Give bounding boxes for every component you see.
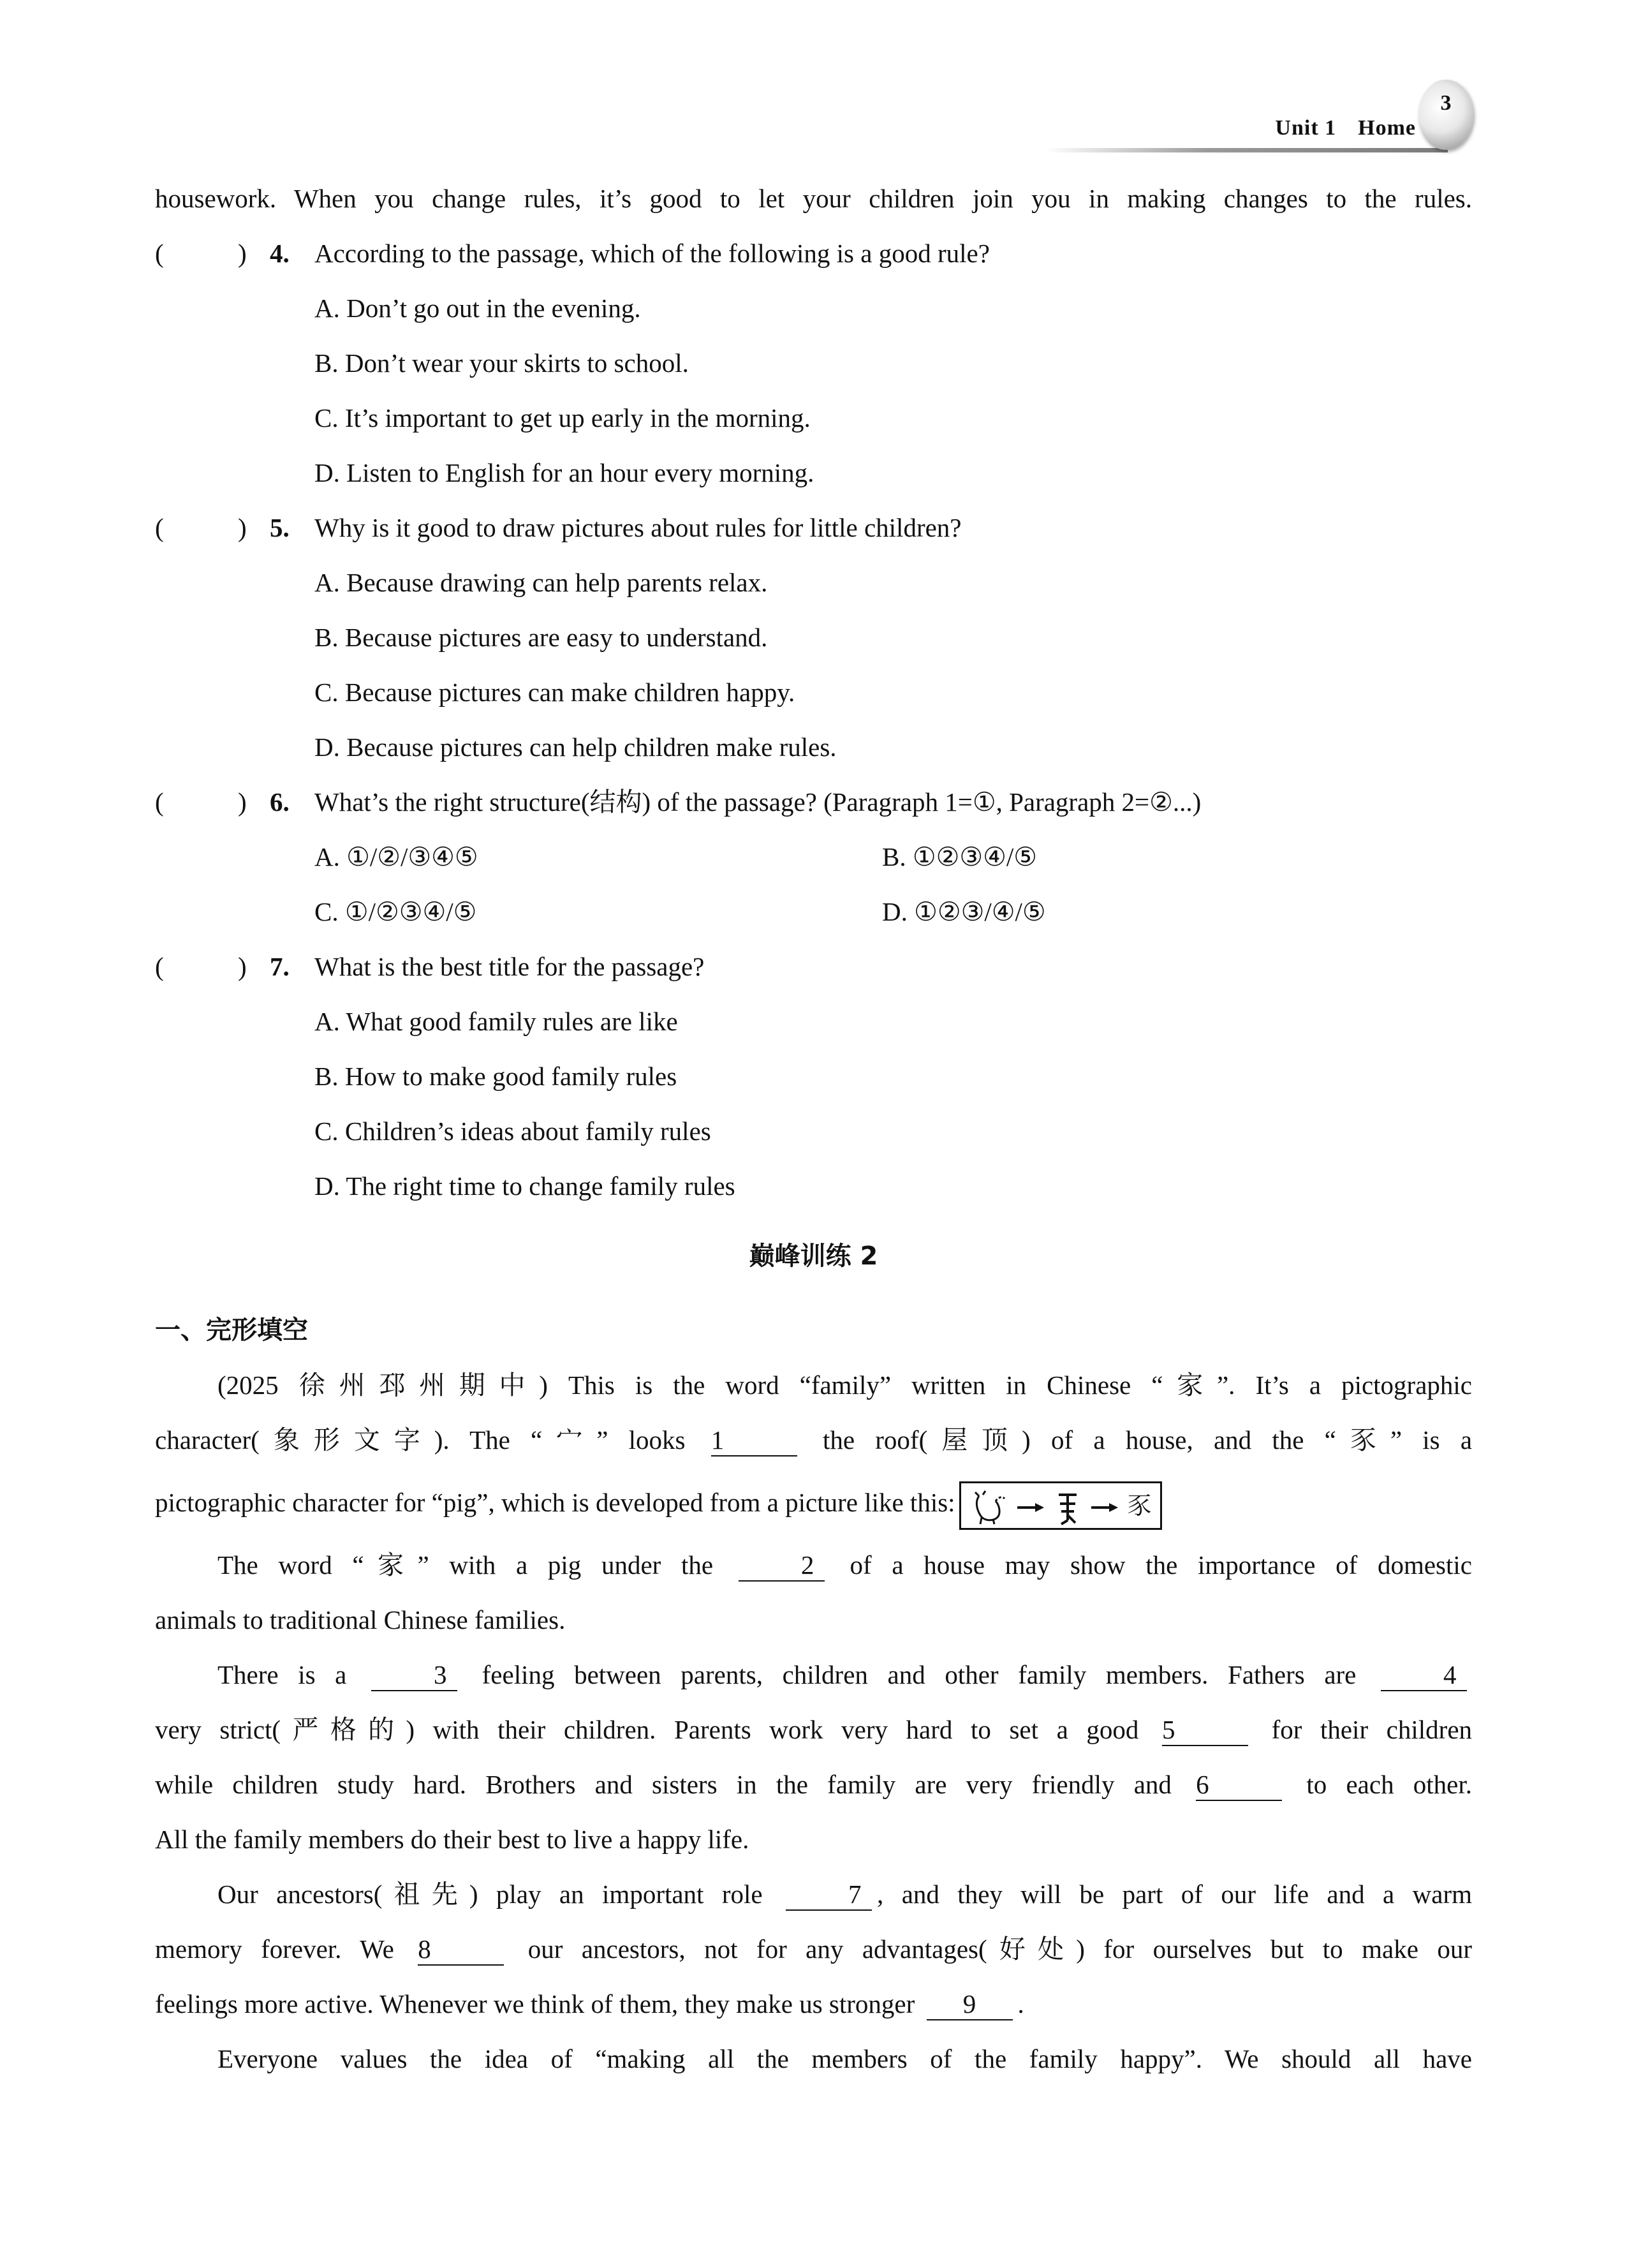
cloze-text: feelings more active. Whenever we think of them, they make us stronger [155, 1989, 915, 2019]
continuation-text: housework. When you change rules, it’s good to let your children join you in making changes to the rules. [155, 184, 1472, 213]
question-text: What’s the right structure(结构) of the passage? (Paragraph 1=①, Paragraph 2=②...) [314, 787, 1202, 817]
blank-3: 3 [371, 1662, 457, 1691]
cloze-line: (2025 徐州邳州期中) This is the word “family” written in Chinese “家”. It’s a pictographic [217, 1370, 1472, 1400]
answer-paren-open: ( [155, 787, 164, 817]
option-c: C. It’s important to get up early in the morning. [314, 403, 811, 433]
answer-paren-open: ( [155, 239, 164, 268]
option-a: A. Because drawing can help parents relax. [314, 568, 768, 597]
cloze-line [155, 1538, 1472, 1592]
blank-4: 4 [1381, 1662, 1467, 1691]
blank-2: 2 [739, 1552, 825, 1582]
option-d: D. Because pictures can help children make rules. [314, 732, 837, 762]
answer-paren-close: ) [238, 952, 247, 981]
answer-paren-close: ) [238, 787, 247, 817]
question-number: 4. [270, 239, 290, 268]
header-title: Home [1358, 116, 1416, 140]
option-b: B. Don’t wear your skirts to school. [314, 348, 689, 378]
blank-6: 6 [1196, 1772, 1282, 1801]
option-row [155, 829, 1472, 884]
header-rule [1046, 148, 1448, 152]
cloze-line [155, 1757, 1472, 1812]
pictograph-evolution-box [959, 1481, 1163, 1530]
cloze-line [155, 1412, 1472, 1467]
cloze-text: memory forever. We [155, 1934, 394, 1964]
option-d: D. ①②③/④/⑤ [882, 897, 1046, 926]
page-number: 3 [1440, 91, 1452, 115]
option-c: C. ①/②③④/⑤ [314, 897, 477, 926]
question-text: Why is it good to draw pictures about rules for little children? [314, 513, 962, 542]
question-number: 7. [270, 952, 290, 981]
answer-paren-open: ( [155, 952, 164, 981]
cloze-text: . [1017, 1989, 1024, 2019]
cloze-text: our ancestors, not for any advantages(好处) for ourselves but to make our [527, 1934, 1472, 1964]
part-title: 一、完形填空 [155, 1316, 308, 1345]
answer-paren-open: ( [155, 513, 164, 542]
cloze-text: of a house may show the importance of domestic [850, 1550, 1472, 1580]
blank-5: 5 [1162, 1717, 1248, 1746]
cloze-line: All the family members do their best to live a happy life. [155, 1825, 749, 1854]
pictograph-result: 豕 [1127, 1491, 1152, 1520]
arrow-right-icon [1016, 1501, 1045, 1514]
header-text [1275, 116, 1416, 140]
arrow-right-icon [1090, 1501, 1119, 1514]
header-unit: Unit 1 [1275, 116, 1337, 140]
cloze-text: very strict(严格的) with their children. Parents work very hard to set a good [155, 1715, 1139, 1744]
pig-drawing-icon [970, 1490, 1008, 1525]
option-a: A. ①/②/③④⑤ [314, 842, 478, 871]
cloze-text: There is a [217, 1660, 347, 1689]
page-number-badge [1418, 80, 1473, 150]
page-header [1212, 91, 1486, 153]
cloze-line [155, 1647, 1472, 1702]
option-b: B. How to make good family rules [314, 1062, 677, 1091]
cloze-text: character(象形文字). The “宀” looks [155, 1425, 686, 1455]
blank-9: 9 [927, 1991, 1013, 2020]
cloze-text: Our ancestors(祖先) play an important role [217, 1879, 763, 1909]
option-c: C. Because pictures can make children happy. [314, 678, 795, 707]
blank-8: 8 [418, 1936, 504, 1966]
blank-1: 1 [711, 1427, 797, 1456]
answer-paren-close: ) [238, 239, 247, 268]
cloze-text: pictographic character for “pig”, which is developed from a picture like this: [155, 1488, 955, 1517]
cloze-line [155, 1702, 1472, 1757]
question-5 [155, 500, 1472, 555]
cloze-text: The word “家” with a pig under the [217, 1550, 714, 1580]
question-4 [155, 226, 1472, 281]
cloze-text: feeling between parents, children and other family members. Fathers are [482, 1660, 1357, 1689]
cloze-text: the roof(屋顶) of a house, and the “豕” is a [822, 1425, 1472, 1455]
option-c: C. Children’s ideas about family rules [314, 1116, 711, 1146]
cloze-line [155, 1976, 1472, 2031]
question-text: What is the best title for the passage? [314, 952, 705, 981]
option-d: D. Listen to English for an hour every morning. [314, 458, 814, 487]
cloze-line [155, 1922, 1472, 1976]
question-7 [155, 939, 1472, 994]
cloze-line [155, 1867, 1472, 1922]
option-a: A. Don’t go out in the evening. [314, 293, 641, 323]
oracle-pig-glyph-icon [1054, 1490, 1082, 1525]
cloze-text: , and they will be part of our life and a warm [877, 1879, 1472, 1909]
content [155, 171, 1472, 2086]
cloze-text: to each other. [1306, 1770, 1472, 1799]
question-number: 6. [270, 787, 290, 817]
question-6 [155, 775, 1472, 829]
option-b: B. Because pictures are easy to understand. [314, 623, 768, 652]
cloze-line: animals to traditional Chinese families. [155, 1605, 566, 1634]
option-b: B. ①②③④/⑤ [882, 842, 1038, 871]
cloze-text: while children study hard. Brothers and sisters in the family are very friendly and [155, 1770, 1172, 1799]
answer-paren-close: ) [238, 513, 247, 542]
cloze-line [155, 1467, 1472, 1538]
section-title: 巅峰训练 2 [749, 1241, 878, 1271]
cloze-text: for their children [1271, 1715, 1472, 1744]
option-a: A. What good family rules are like [314, 1007, 678, 1036]
cloze-line: Everyone values the idea of “making all the members of the family happy”. We should all have [217, 2044, 1472, 2073]
option-row [155, 884, 1472, 939]
question-text: According to the passage, which of the following is a good rule? [314, 239, 990, 268]
option-d: D. The right time to change family rules [314, 1171, 735, 1201]
question-number: 5. [270, 513, 290, 542]
blank-7: 7 [786, 1881, 872, 1911]
